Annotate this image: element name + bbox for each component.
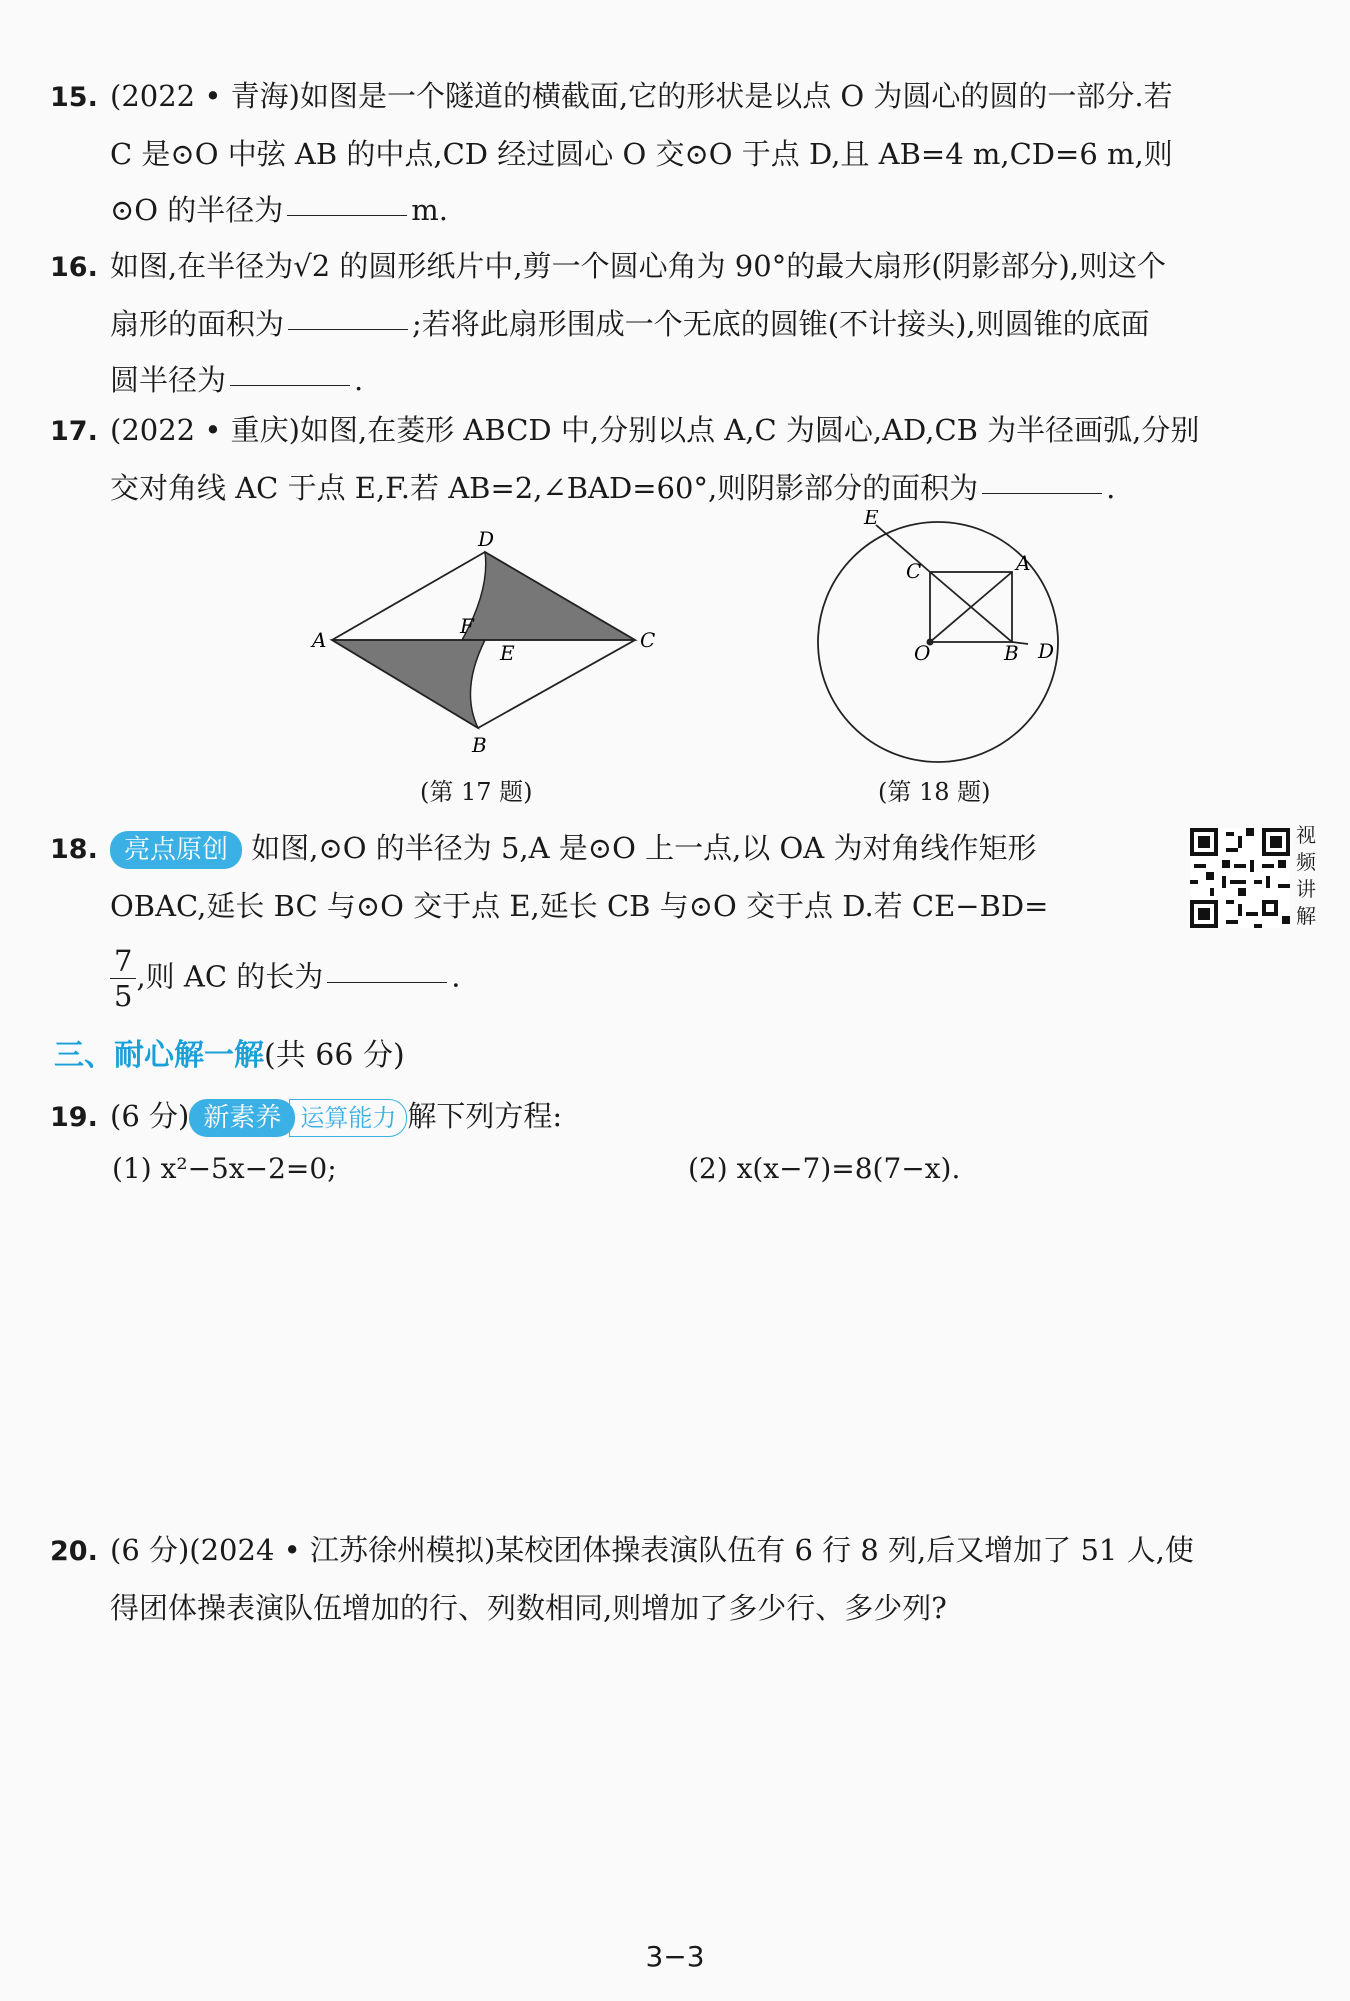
answer-blank[interactable] (287, 215, 407, 216)
point-label-d: D (1038, 639, 1055, 663)
shaded-region-upper (462, 552, 635, 640)
point-label-o: O (914, 641, 931, 665)
question-text: m. (411, 193, 449, 227)
question-number: 17. (50, 416, 98, 447)
point-label-a: A (1016, 551, 1031, 575)
question-text: . (451, 959, 461, 994)
extension-ce (876, 525, 930, 572)
new-literacy-badge: 新素养 (189, 1099, 295, 1137)
question-text: 如图,在半径为√2 的圆形纸片中,剪一个圆心角为 90°的最大扇形(阴影部分),则这个 (110, 249, 1167, 283)
question-score: (6 分) (110, 1099, 190, 1133)
question-text: ;若将此扇形围成一个无底的圆锥(不计接头),则圆锥的底面 (412, 307, 1150, 341)
answer-blank[interactable] (327, 982, 447, 983)
subquestion-1: (1) x²−5x−2=0; (112, 1152, 337, 1185)
question-18 (50, 820, 1320, 1013)
question-text: 如图,⊙O 的半径为 5,A 是⊙O 上一点,以 OA 为对角线作矩形 (251, 831, 1037, 865)
qr-code-icon[interactable] (1190, 828, 1290, 928)
point-label-b: B (1004, 641, 1019, 665)
section-title: 三、耐心解一解 (54, 1038, 264, 1073)
question-text: . (1106, 471, 1116, 505)
figure-17-rhombus (310, 520, 670, 760)
fraction-numerator: 7 (110, 944, 136, 979)
page-number: 3−3 (645, 1940, 705, 1973)
video-explanation-label: 视频讲解 (1296, 823, 1316, 928)
answer-blank[interactable] (230, 385, 350, 386)
question-number: 20. (50, 1536, 98, 1567)
point-label-e: E (500, 641, 515, 665)
question-number: 18. (50, 834, 98, 865)
question-text: ,则 AC 的长为 (136, 959, 324, 994)
question-15 (50, 68, 1320, 238)
question-text: (6 分)(2024 • 江苏徐州模拟)某校团体操表演队伍有 6 行 8 列,后又增加了 51 人,使 (110, 1533, 1194, 1567)
question-text: . (354, 363, 364, 397)
fraction (110, 944, 136, 1013)
question-number: 16. (50, 252, 98, 283)
question-text: 圆半径为 (110, 363, 227, 397)
question-text: (2022 • 青海)如图是一个隧道的横截面,它的形状是以点 O 为圆心的圆的一部分.若 (110, 79, 1173, 113)
question-text: (2022 • 重庆)如图,在菱形 ABCD 中,分别以点 A,C 为圆心,AD,CB 为半径画弧,分别 (110, 413, 1200, 447)
point-label-c: C (640, 628, 656, 652)
point-label-c: C (906, 559, 922, 583)
question-20 (50, 1522, 1320, 1636)
figure-18-circle (800, 510, 1080, 770)
question-number: 15. (50, 82, 98, 113)
section-points: (共 66 分) (264, 1038, 405, 1073)
question-text: 解下列方程: (407, 1099, 563, 1133)
answer-blank[interactable] (982, 493, 1102, 494)
question-text: C 是⊙O 中弦 AB 的中点,CD 经过圆心 O 交⊙O 于点 D,且 AB=4 m,CD=6 m,则 (110, 137, 1173, 171)
point-label-f: F (460, 614, 474, 638)
highlight-original-badge: 亮点原创 (110, 831, 242, 869)
point-label-a: A (312, 628, 327, 652)
question-16 (50, 238, 1320, 408)
question-text: ⊙O 的半径为 (110, 193, 284, 227)
figure-18-caption: (第 18 题) (878, 778, 991, 806)
answer-blank[interactable] (288, 329, 408, 330)
fraction-denominator: 5 (114, 979, 133, 1013)
point-label-e: E (864, 510, 879, 529)
section-heading (54, 1030, 405, 1074)
question-text: OBAC,延长 BC 与⊙O 交于点 E,延长 CB 与⊙O 交于点 D.若 CE−BD= (110, 889, 1049, 923)
computing-ability-tag: 运算能力 (289, 1099, 407, 1137)
point-label-d: D (478, 527, 495, 551)
subquestion-2: (2) x(x−7)=8(7−x). (688, 1152, 961, 1185)
question-19 (50, 1088, 1320, 1146)
question-text: 扇形的面积为 (110, 307, 285, 341)
question-number: 19. (50, 1102, 98, 1133)
question-text: 交对角线 AC 于点 E,F.若 AB=2,∠BAD=60°,则阴影部分的面积为 (110, 471, 979, 505)
figure-17-caption: (第 17 题) (420, 778, 533, 806)
question-text: 得团体操表演队伍增加的行、列数相同,则增加了多少行、多少列? (110, 1591, 947, 1625)
point-label-b: B (472, 733, 487, 757)
question-17 (50, 402, 1320, 516)
